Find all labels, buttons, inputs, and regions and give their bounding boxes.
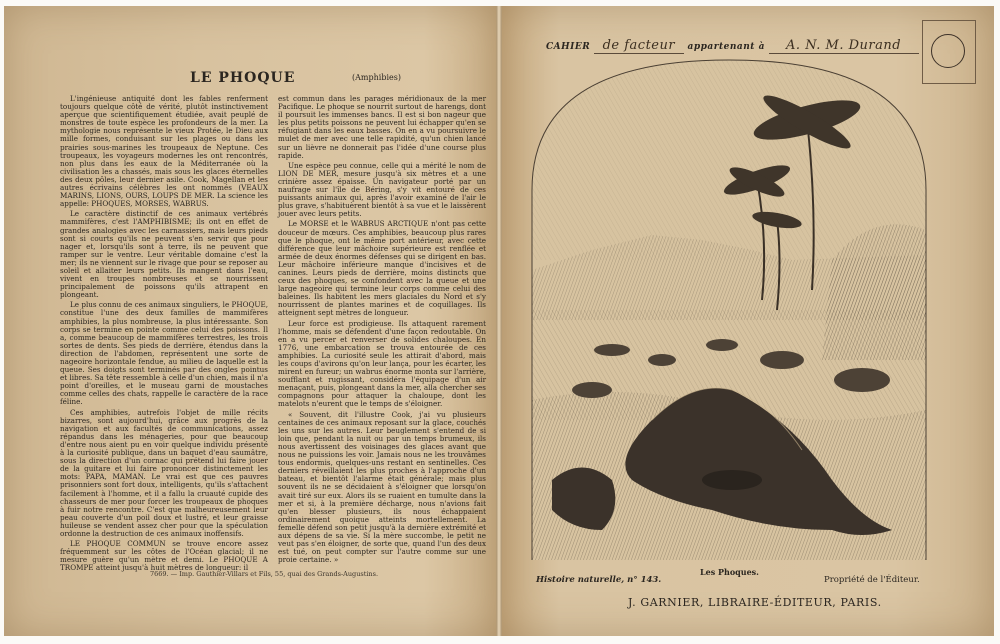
ink-stamp-icon: [931, 34, 965, 68]
paragraph: Ces amphibies, autrefois l'objet de mille récits bizarres, sont aujourd'hui, grâce aux progrès de la navigation et aux facultés de communications, assez répandus dans les ménageries, pour que beaucoup d'entre nous aient pu en voir quelque individu présenté à la curiosité publique, dans un baquet d'eau saumâtre, sous la direction d'un cornac qui prétend lui faire jouer de la guitare et lui faire prononcer distinctement les mots: PAPA, MAMAN. Le vrai est que ces pauvres prisonniers sont fort doux, intelligents, qu'ils s'attachent facilement à l'homme, et il a fallu la cruauté cupide des chasseurs de mer pour forcer les troupeaux de phoques à fuir notre rencontre. C'est que malheureusement leur peau couverte d'un poil doux et lustré, et leur graisse huileuse se vendent assez cher pour que la spéculation ordonne la destruction de ces animaux inoffensifs.: [60, 407, 268, 538]
text-column-1: [60, 94, 268, 573]
cahier-header: [546, 38, 919, 54]
series-label: Histoire naturelle, n° 143.: [536, 575, 662, 585]
paragraph: LE PHOQUE COMMUN se trouve encore assez fréquemment sur les côtes de l'Océan glacial; il ne mesure guère qu'un mètre et demi. Le PHOQUE A TROMPE atteint jusqu'à huit mètres de longueur: il: [60, 539, 268, 573]
printer-imprint: 7669. — Imp. Gauthier-Villars et Fils, 55, quai des Grands-Augustins.: [150, 570, 379, 578]
paragraph: L'ingénieuse antiquité dont les fables renferment toujours quelque côté de vérité, plutôt instinctivement aperçue que scientifiquement étudiée, avait peuplé de monstres de toute espèce les profondeurs de la mer. La mythologie nous représente le vieux Protée, le Dieu aux mille formes, conduisant sur les plages ou dans les prairies sous-marines les troupeaux de Neptune. Ces troupeaux, les voyageurs modernes les ont rencontrés, non plus dans les eaux de la Méditerranée où la civilisation les a chassés, mais sous les glaces éternelles des deux pôles, leur dernier asile. Cook, Magellan et les autres écrivains célèbres les ont nommés (VEAUX MARINS, LIONS, OURS, LOUPS DE MER. La science les appelle: PHOQUES, MORSES, WABRUS.: [60, 94, 268, 209]
paragraph: Le MORSE et le WABRUS ARCTIQUE n'ont pas cette douceur de mœurs. Ces amphibies, beaucoup plus rares que le phoque, ont le même port antérieur, avec cette différence que leur mâchoire supérieure est renflée et armée de deux énormes défenses qui se dirigent en bas. Leur mâchoire inférieure manque d'incisives et de canines. Leurs pieds de derrière, moins distincts que ceux des phoques, se confondent avec la queue et une large nageoire qui termine leur corps comme celui des baleines. Ils habitent les mers glaciales du Nord et s'y nourrissent de plantes marines et de coquillages. Ils atteignent sept mètres de longueur.: [278, 219, 486, 318]
text-column-2: [278, 94, 486, 565]
publisher-line: J. GARNIER, LIBRAIRE-ÉDITEUR, PARIS.: [628, 596, 882, 609]
paragraph: Le plus connu de ces animaux singuliers, le PHOQUE, constitue l'une des deux familles de mammifères amphibies, la plus nombreuse, la plus intéressante. Son corps se termine en pointe comme celui des poissons. Il a, comme beaucoup de mammifères terrestres, les trois sortes de dents. Ses pieds de derrière, étendus dans la direction de l'abdomen, représentent une sorte de nageoire horizontale fendue, au milieu de laquelle est la queue. Ses doigts sont terminés par des ongles pointus et libres. Sa tête ressemble à celle d'un chien, mais il n'a point d'oreilles, et le museau garni de moustaches comme celles des chats, rappelle le caractère de la race féline.: [60, 300, 268, 407]
article-title: LE PHOQUE: [190, 70, 296, 86]
illustration-caption: Les Phoques.: [700, 567, 759, 577]
appartenant-label: appartenant à: [687, 42, 765, 52]
paragraph: Le caractère distinctif de ces animaux vertébrés mammifères, c'est l'AMPHIBISME; ils ont en effet de grandes analogies avec les carnassiers, mais leurs pieds sont si courts qu'ils ne peuvent s'en servir que pour nager et, lorsqu'ils sont à terre, ils ne peuvent que ramper sur le ventre. Leur véritable domaine c'est la mer; ils ne viennent sur le rivage que pour se reposer au soleil et allaiter leurs petits. Ils mangent dans l'eau, vivent en troupes nombreuses et se nourrissent principalement de poissons qu'ils attrapent en plongeant.: [60, 209, 268, 300]
cahier-label: CAHIER: [546, 42, 591, 52]
seals-engraving: [532, 60, 926, 560]
cahier-handwritten: de facteur: [602, 38, 676, 53]
page-fold: [496, 6, 502, 636]
title-row: [40, 70, 480, 88]
paragraph: Leur force est prodigieuse. Ils attaquent rarement l'homme, mais se défendent d'une façon redoutable. On en a vu percer et renverser de solides chaloupes. En 1776, une embarcation se trouva entourée de ces amphibies. La curiosité seule les attirait d'abord, mais les coups d'avirons qu'on leur lança, pour les écarter, les mirent en fureur; un wabrus énorme monta sur l'arrière, soufflant et rugissant, considéra l'équipage d'un air menaçant, puis, plongeant dans la mer, alla chercher ses compagnons pour attaquer la chaloupe, dont les matelots n'eurent que le temps de s'éloigner.: [278, 318, 486, 409]
paragraph: est commun dans les parages méridionaux de la mer Pacifique. Le phoque se nourrit surtout de harengs, dont il poursuit les immenses bancs. Il est si bon nageur que les plus petits poissons ne peuvent lui échapper qu'en se réfugiant dans les eaux basses. On en a vu poursuivre le mulet de mer avec une telle rapidité, qu'un chien lancé sur un lièvre ne donnerait pas l'idée d'une course plus rapide.: [278, 94, 486, 160]
paragraph: Une espèce peu connue, celle qui a mérité le nom de LION DE MER, mesure jusqu'à six mètres et a une crinière assez épaisse. Un navigateur porté par un naufrage sur l'île de Béring, s'y vit entouré de ces puissants animaux qui, après l'avoir examiné de l'air le plus grave, s'habituèrent bientôt à sa vue et le laissèrent jouer avec leurs petits.: [278, 160, 486, 219]
property-label: Propriété de l'Éditeur.: [824, 575, 920, 585]
paragraph: « Souvent, dit l'illustre Cook, j'ai vu plusieurs centaines de ces animaux reposant sur la glace, couchés les uns sur les autres. Leur beuglement s'entend de si loin que, pendant la nuit ou par un temps brumeux, ils nous avertissent des voisinages des glaces avant que nous ne puissions les voir. Jamais nous ne les trouvâmes tous endormis, quelques-uns restant en sentinelles. Ces derniers réveillaient les plus proches à l'approche d'un bateau, et bientôt l'alarme était générale; mais plus souvent ils ne se décidaient à s'éloigner que lorsqu'on avait tiré sur eux. Alors ils se ruaient en tumulte dans la mer et si, à la première décharge, nous n'avions fait qu'en blesser plusieurs, ils nous échappaient ordinairement quoique atteints mortellement. La femelle défend son petit jusqu'à la dernière extrémité et aux dépens de sa vie. Si la mère succombe, le petit ne veut pas s'en éloigner, de sorte que, quand l'un des deux est tué, on peut compter sur l'autre comme sur une proie certaine. »: [278, 409, 486, 565]
article-subtitle: (Amphibies): [352, 73, 401, 82]
owner-handwritten: A. N. M. Durand: [786, 38, 902, 53]
